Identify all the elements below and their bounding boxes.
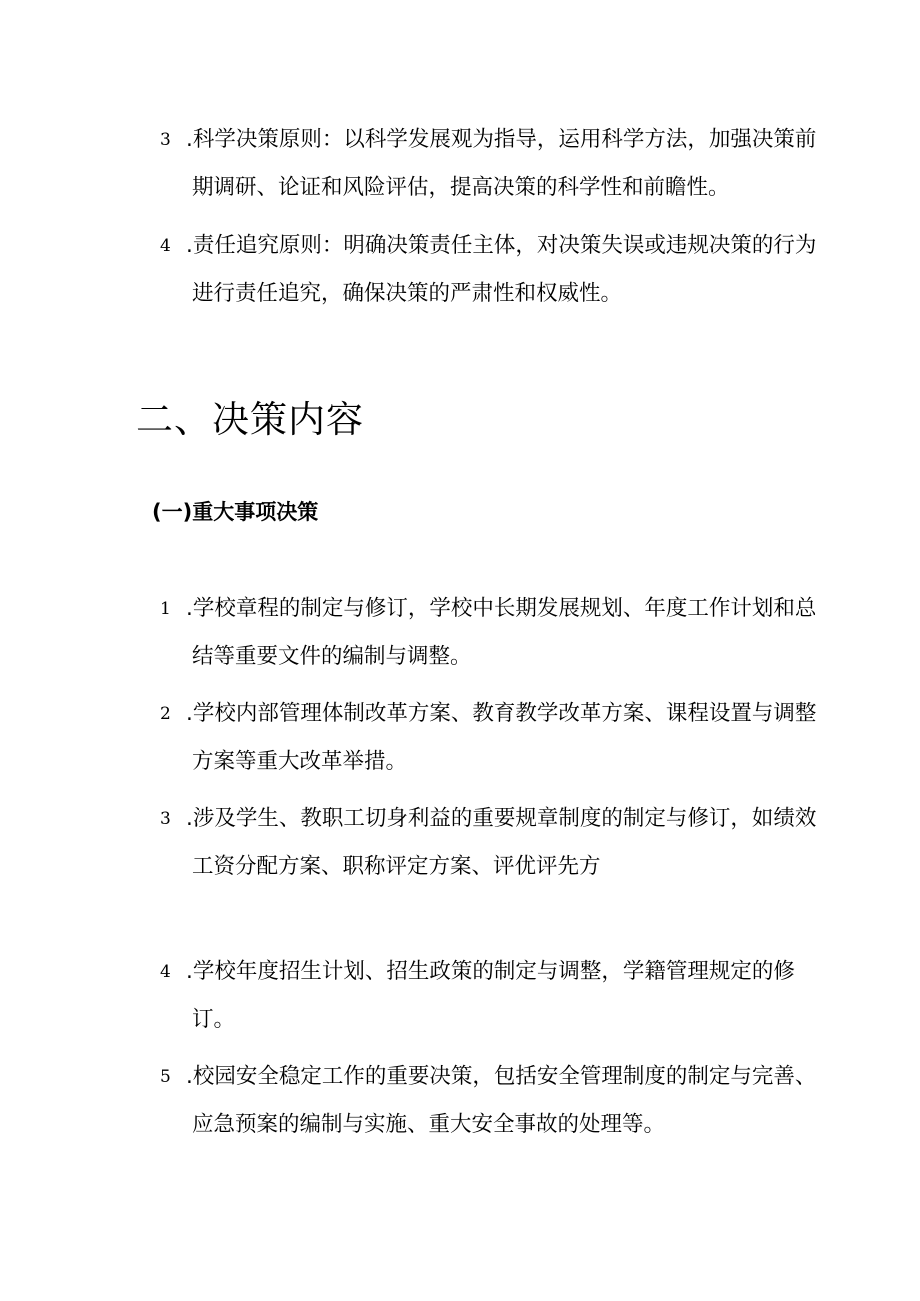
list-number: 4 bbox=[160, 962, 171, 982]
section-heading: 二、决策内容 bbox=[136, 398, 364, 441]
list-number: 3 bbox=[160, 809, 171, 829]
list-number: 3 bbox=[160, 130, 171, 150]
list-item-text: .学校内部管理体制改革方案、教育教学改革方案、课程设置与调整方案等重大改革举措。 bbox=[186, 701, 817, 774]
list-number: 1 bbox=[160, 599, 171, 619]
decision-item-5 bbox=[160, 1053, 820, 1149]
list-number: 2 bbox=[160, 704, 171, 724]
decision-item-2 bbox=[160, 690, 820, 786]
subsection-heading: (一)重大事项决策 bbox=[152, 500, 319, 524]
list-item-text: .科学决策原则：以科学发展观为指导，运用科学方法，加强决策前期调研、论证和风险评估，提高决策的科学性和前瞻性。 bbox=[186, 127, 817, 200]
principle-item-3 bbox=[160, 116, 820, 212]
decision-item-3 bbox=[160, 795, 820, 891]
decision-item-1 bbox=[160, 585, 820, 681]
list-item-text: .校园安全稳定工作的重要决策，包括安全管理制度的制定与完善、应急预案的编制与实施、重大安全事故的处理等。 bbox=[186, 1064, 817, 1137]
list-item-text: .责任追究原则：明确决策责任主体，对决策失误或违规决策的行为进行责任追究，确保决策的严肃性和权威性。 bbox=[186, 233, 817, 306]
list-item-text: .学校章程的制定与修订，学校中长期发展规划、年度工作计划和总结等重要文件的编制与调整。 bbox=[186, 596, 817, 669]
list-number: 4 bbox=[160, 236, 171, 256]
principle-item-4 bbox=[160, 222, 820, 318]
list-item-text: .学校年度招生计划、招生政策的制定与调整，学籍管理规定的修订。 bbox=[186, 959, 795, 1032]
list-item-text: .涉及学生、教职工切身利益的重要规章制度的制定与修订，如绩效工资分配方案、职称评定方案、评优评先方 bbox=[186, 806, 817, 879]
decision-item-4 bbox=[160, 948, 820, 1044]
list-number: 5 bbox=[160, 1067, 171, 1087]
